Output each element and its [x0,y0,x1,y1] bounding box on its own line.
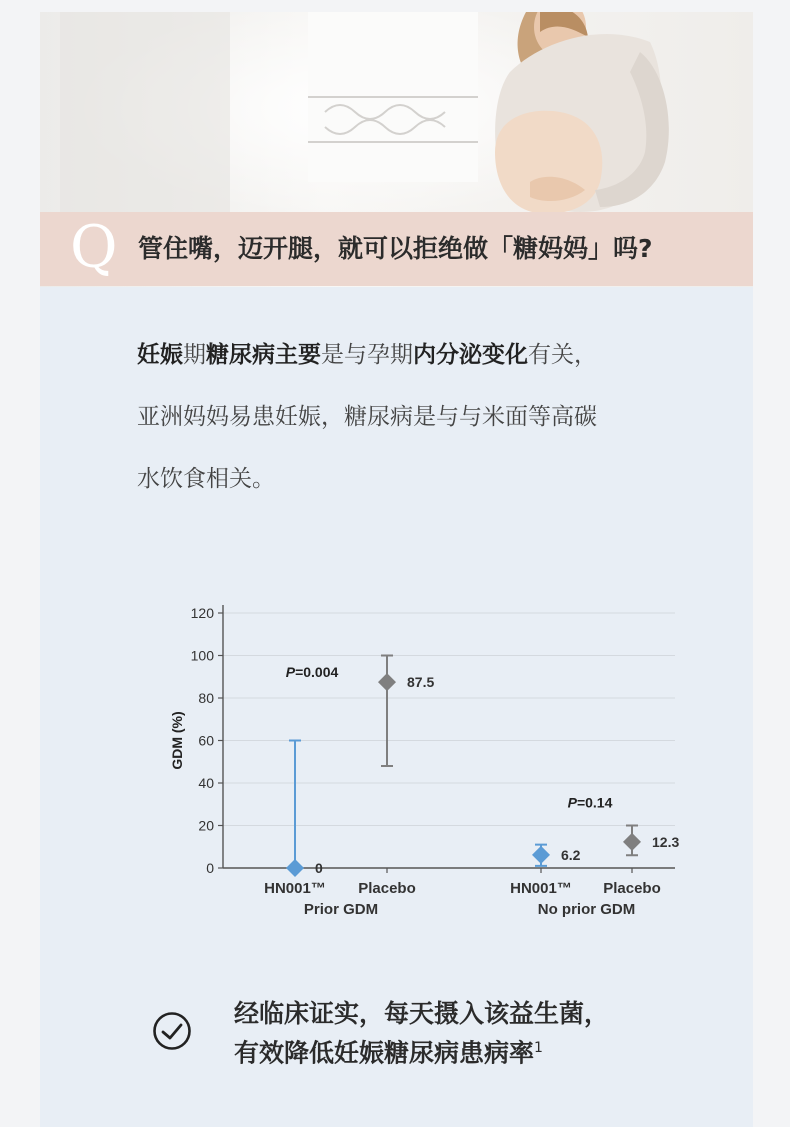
y-tick-label: 60 [198,732,214,749]
y-tick-label: 100 [190,647,214,664]
y-tick-label: 40 [198,775,214,791]
data-label: 87.5 [407,674,435,691]
p-value-label: P=0.14 [567,794,613,811]
intro-paragraph [137,324,707,510]
x-category-label: HN001™ [264,880,326,897]
data-label: 0 [315,860,323,876]
claim-line-2 [234,1031,609,1070]
y-axis-label: GDM (%) [169,711,185,770]
intro-line-1-part: 是与孕期 [321,342,413,368]
y-tick-label: 120 [190,605,214,621]
y-tick-label: 20 [198,817,214,834]
intro-line-1-part: 期 [183,342,206,368]
claim-text [234,997,609,1070]
hero-image [40,12,753,287]
x-category-label: Placebo [358,880,416,897]
data-label: 6.2 [561,846,581,863]
x-group-label: Prior GDM [303,901,379,918]
intro-line-1-part: 内分泌变化 [413,342,528,368]
intro-line-2: 亚洲妈妈易患妊娠，糖尿病是与与米面等高碳 [137,404,597,430]
data-label: 12.3 [652,833,680,850]
content-card [40,12,753,1127]
gdm-chart [110,582,690,946]
intro-line-1-part: 糖尿病主要 [206,342,321,368]
intro-line-1-part: 有关， [528,342,597,368]
data-point-placebo [623,833,641,851]
x-group-label: No prior GDM [537,901,636,918]
y-tick-label: 80 [198,690,214,706]
intro-line-1-part: 妊娠 [137,342,183,368]
data-point-hn001 [532,846,550,864]
p-value-label: P=0.004 [285,663,339,680]
x-category-label: HN001™ [510,880,572,897]
y-tick-label: 0 [206,860,214,876]
x-category-label: Placebo [603,880,661,897]
check-circle-icon [152,1011,192,1051]
intro-line-3: 水饮食相关。 [137,466,275,492]
claim-line-2-text: 有效降低妊娠糖尿病患病率 [234,1038,535,1068]
q-letter: Q [70,213,118,281]
question-text: 管住嘴，迈开腿，就可以拒绝做「糖妈妈」吗? [138,234,653,263]
claim-line-1: 经临床证实，每天摄入该益生菌， [234,999,610,1028]
data-point-placebo [378,673,396,691]
gdm-chart-svg [110,582,690,942]
question-banner [40,212,753,286]
data-point-hn001 [286,859,304,877]
footnote-marker: 1 [534,1040,543,1056]
intro-line-1 [137,324,707,386]
